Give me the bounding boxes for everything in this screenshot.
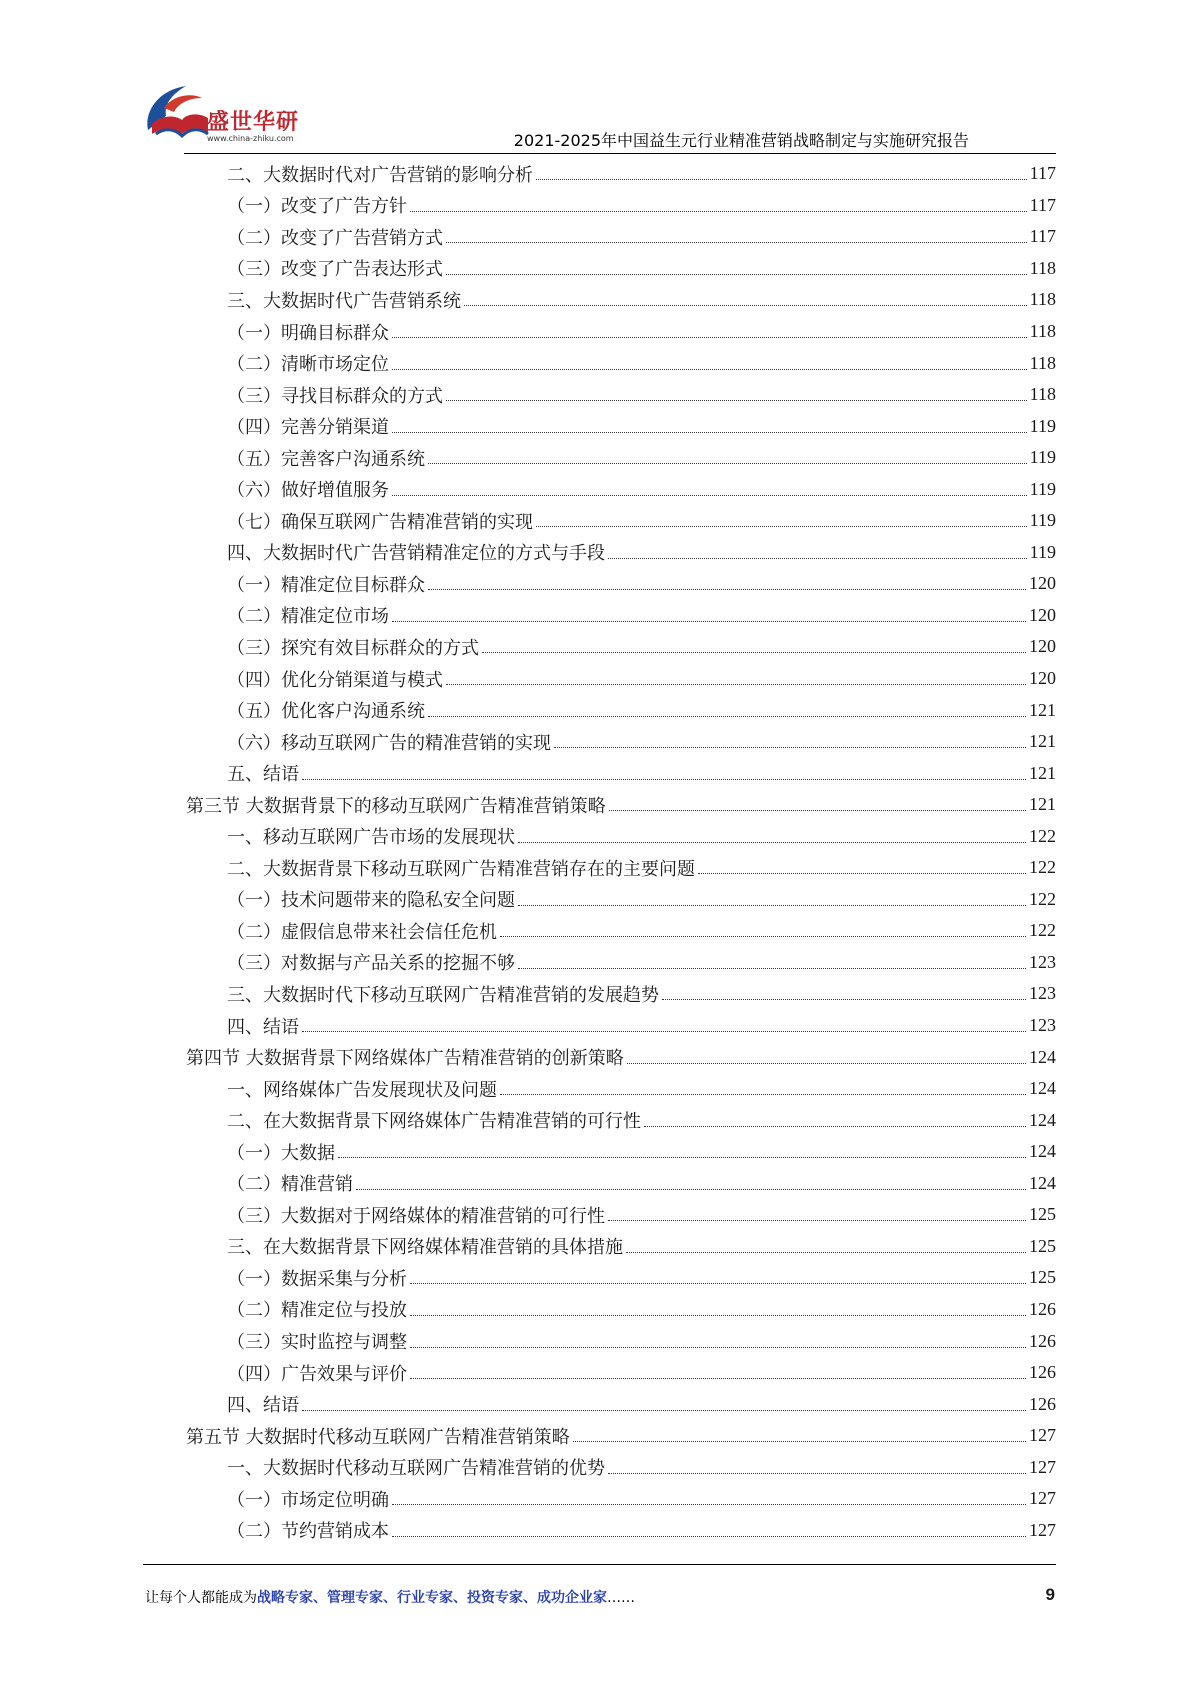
toc-leader-dots: [428, 589, 1026, 590]
toc-entry[interactable]: [184, 568, 1056, 600]
toc-entry-page: 119: [1029, 510, 1056, 531]
toc-leader-dots: [626, 1252, 1026, 1253]
toc-entry-label: （二）精准定位市场: [227, 606, 389, 628]
toc-entry-page: 121: [1029, 794, 1056, 815]
toc-entry-page: 126: [1029, 1362, 1056, 1383]
toc-leader-dots: [609, 810, 1026, 811]
toc-entry-label: （五）完善客户沟通系统: [227, 448, 425, 470]
toc-entry-label: （一）精准定位目标群众: [227, 574, 425, 596]
toc-entry[interactable]: [184, 410, 1056, 442]
toc-entry-page: 118: [1029, 352, 1056, 373]
toc-leader-dots: [536, 179, 1027, 180]
toc-entry-page: 126: [1029, 1298, 1056, 1319]
toc-entry-label: （五）优化客户沟通系统: [227, 701, 425, 723]
toc-leader-dots: [392, 337, 1027, 338]
toc-leader-dots: [573, 1441, 1026, 1442]
toc-entry-label: 第五节 大数据时代移动互联网广告精准营销策略: [186, 1426, 570, 1448]
toc-entry-label: 二、大数据时代对广告营销的影响分析: [227, 164, 533, 186]
toc-entry-page: 124: [1029, 1172, 1056, 1193]
toc-entry[interactable]: [184, 347, 1056, 379]
toc-entry-page: 122: [1029, 857, 1056, 878]
toc-entry-label: 三、在大数据背景下网络媒体精准营销的具体措施: [227, 1237, 623, 1259]
toc-leader-dots: [698, 873, 1026, 874]
toc-leader-dots: [428, 463, 1027, 464]
toc-leader-dots: [302, 779, 1026, 780]
toc-entry-page: 121: [1029, 699, 1056, 720]
slogan-highlight: 战略专家、管理专家、行业专家、投资专家、成功企业家: [257, 1590, 607, 1606]
toc-entry-page: 119: [1029, 415, 1056, 436]
toc-entry[interactable]: [184, 284, 1056, 316]
toc-leader-dots: [608, 1473, 1026, 1474]
toc-entry-label: （一）市场定位明确: [227, 1489, 389, 1511]
toc-entry-label: 五、结语: [227, 764, 299, 786]
toc-entry[interactable]: [184, 694, 1056, 726]
toc-leader-dots: [464, 305, 1027, 306]
toc-entry-label: （三）大数据对于网络媒体的精准营销的可行性: [227, 1205, 605, 1227]
toc-entry-page: 119: [1029, 447, 1056, 468]
toc-entry[interactable]: [184, 1451, 1056, 1483]
toc-entry-label: （一）技术问题带来的隐私安全问题: [227, 890, 515, 912]
toc-leader-dots: [446, 274, 1027, 275]
toc-entry-page: 125: [1029, 1235, 1056, 1256]
toc-entry[interactable]: [184, 1073, 1056, 1105]
toc-leader-dots: [392, 621, 1026, 622]
toc-entry-label: 二、在大数据背景下网络媒体广告精准营销的可行性: [227, 1111, 641, 1133]
toc-entry[interactable]: [184, 190, 1056, 222]
toc-leader-dots: [302, 1410, 1026, 1411]
toc-entry-label: 四、结语: [227, 1395, 299, 1417]
toc-entry[interactable]: [184, 1041, 1056, 1073]
toc-entry[interactable]: [184, 757, 1056, 789]
toc-entry-label: （二）节约营销成本: [227, 1521, 389, 1543]
toc-entry-label: （一）明确目标群众: [227, 322, 389, 344]
toc-entry-page: 127: [1029, 1425, 1056, 1446]
toc-entry-page: 120: [1029, 573, 1056, 594]
toc-entry-page: 126: [1029, 1330, 1056, 1351]
toc-leader-dots: [608, 558, 1027, 559]
toc-leader-dots: [392, 495, 1027, 496]
toc-entry-label: （二）虚假信息带来社会信任危机: [227, 921, 497, 943]
toc-entry-page: 127: [1029, 1488, 1056, 1509]
toc-leader-dots: [446, 242, 1027, 243]
toc-entry-label: （四）广告效果与评价: [227, 1363, 407, 1385]
toc-entry[interactable]: [184, 915, 1056, 947]
toc-entry[interactable]: [184, 1262, 1056, 1294]
toc-leader-dots: [518, 968, 1026, 969]
toc-leader-dots: [392, 1504, 1026, 1505]
toc-entry[interactable]: [184, 316, 1056, 348]
toc-entry-page: 124: [1029, 1109, 1056, 1130]
toc-entry[interactable]: [184, 1515, 1056, 1547]
toc-entry[interactable]: [184, 978, 1056, 1010]
toc-entry-page: 125: [1029, 1204, 1056, 1225]
toc-entry-label: 三、大数据时代下移动互联网广告精准营销的发展趋势: [227, 984, 659, 1006]
toc-entry-page: 127: [1029, 1456, 1056, 1477]
toc-entry-label: （三）探究有效目标群众的方式: [227, 637, 479, 659]
toc-leader-dots: [392, 1536, 1026, 1537]
toc-entry[interactable]: [184, 1420, 1056, 1452]
toc-leader-dots: [410, 1315, 1026, 1316]
toc-entry[interactable]: [184, 852, 1056, 884]
toc-entry-page: 118: [1029, 384, 1056, 405]
toc-entry-page: 117: [1029, 163, 1056, 184]
toc-entry-label: 第四节 大数据背景下网络媒体广告精准营销的创新策略: [186, 1048, 624, 1070]
toc-leader-dots: [410, 1378, 1026, 1379]
toc-entry[interactable]: [184, 789, 1056, 821]
toc-entry[interactable]: [184, 631, 1056, 663]
header-divider: [184, 153, 1056, 154]
toc-leader-dots: [338, 1157, 1026, 1158]
toc-entry-page: 118: [1029, 289, 1056, 310]
toc-entry-page: 123: [1029, 951, 1056, 972]
toc-entry-label: （六）移动互联网广告的精准营销的实现: [227, 732, 551, 754]
toc-leader-dots: [536, 526, 1027, 527]
toc-leader-dots: [356, 1189, 1026, 1190]
toc-entry-label: 一、网络媒体广告发展现状及问题: [227, 1079, 497, 1101]
toc-leader-dots: [500, 1094, 1026, 1095]
toc-entry-label: （二）精准营销: [227, 1174, 353, 1196]
toc-entry[interactable]: [184, 884, 1056, 916]
toc-entry-page: 124: [1029, 1078, 1056, 1099]
toc-leader-dots: [446, 684, 1026, 685]
toc-entry-label: 四、结语: [227, 1016, 299, 1038]
document-title: 2021-2025年中国益生元行业精准营销战略制定与实施研究报告: [513, 131, 969, 150]
toc-entry-page: 123: [1029, 1015, 1056, 1036]
toc-entry-page: 125: [1029, 1267, 1056, 1288]
toc-entry[interactable]: [184, 1231, 1056, 1263]
toc-leader-dots: [518, 842, 1026, 843]
toc-entry[interactable]: [184, 820, 1056, 852]
toc-entry-page: 121: [1029, 731, 1056, 752]
toc-entry[interactable]: [184, 473, 1056, 505]
toc-entry-page: 122: [1029, 888, 1056, 909]
toc-entry-label: （七）确保互联网广告精准营销的实现: [227, 511, 533, 533]
toc-entry-page: 119: [1029, 478, 1056, 499]
toc-entry-page: 120: [1029, 636, 1056, 657]
toc-leader-dots: [608, 1220, 1026, 1221]
toc-entry[interactable]: [184, 253, 1056, 285]
toc-leader-dots: [500, 936, 1026, 937]
toc-entry-label: （三）对数据与产品关系的挖掘不够: [227, 953, 515, 975]
toc-entry-label: 四、大数据时代广告营销精准定位的方式与手段: [227, 543, 605, 565]
toc-entry[interactable]: [184, 442, 1056, 474]
toc-leader-dots: [410, 211, 1027, 212]
toc-entry-page: 118: [1029, 257, 1056, 278]
toc-entry[interactable]: [184, 1104, 1056, 1136]
toc-entry-label: （三）寻找目标群众的方式: [227, 385, 443, 407]
toc-entry[interactable]: [184, 1168, 1056, 1200]
toc-entry-label: （六）做好增值服务: [227, 480, 389, 502]
toc-entry-page: 124: [1029, 1046, 1056, 1067]
page-number: 9: [1045, 1585, 1055, 1604]
toc-leader-dots: [410, 1347, 1026, 1348]
toc-entry[interactable]: [184, 1010, 1056, 1042]
toc-leader-dots: [428, 716, 1026, 717]
toc-entry[interactable]: [184, 1294, 1056, 1326]
toc-entry-label: （一）改变了广告方针: [227, 196, 407, 218]
toc-entry-page: 120: [1029, 604, 1056, 625]
toc-entry-page: 119: [1029, 541, 1056, 562]
slogan-prefix: 让每个人都能成为: [145, 1590, 257, 1606]
toc-entry-label: 一、大数据时代移动互联网广告精准营销的优势: [227, 1458, 605, 1480]
toc-leader-dots: [662, 999, 1026, 1000]
toc-entry[interactable]: [184, 1483, 1056, 1515]
toc-leader-dots: [644, 1126, 1026, 1127]
toc-leader-dots: [302, 1031, 1026, 1032]
toc-entry[interactable]: [184, 1136, 1056, 1168]
toc-entry-page: 117: [1029, 194, 1056, 215]
footer-slogan: [145, 1587, 635, 1607]
table-of-contents: [184, 158, 1056, 1546]
toc-entry-page: 123: [1029, 983, 1056, 1004]
footer-divider: [143, 1564, 1056, 1565]
toc-entry-label: （二）改变了广告营销方式: [227, 227, 443, 249]
toc-entry[interactable]: [184, 158, 1056, 190]
toc-leader-dots: [392, 432, 1027, 433]
toc-entry-label: （一）大数据: [227, 1142, 335, 1164]
toc-entry-page: 117: [1029, 226, 1056, 247]
toc-leader-dots: [554, 747, 1026, 748]
toc-entry-label: 一、移动互联网广告市场的发展现状: [227, 827, 515, 849]
toc-entry[interactable]: [184, 947, 1056, 979]
toc-entry[interactable]: [184, 379, 1056, 411]
toc-entry-label: （三）改变了广告表达形式: [227, 259, 443, 281]
toc-entry-page: 120: [1029, 668, 1056, 689]
toc-entry-page: 122: [1029, 920, 1056, 941]
toc-entry-label: （一）数据采集与分析: [227, 1268, 407, 1290]
logo-url: www.china-zhiku.com: [207, 134, 294, 143]
toc-entry-page: 118: [1029, 321, 1056, 341]
toc-entry-label: （二）清晰市场定位: [227, 354, 389, 376]
toc-leader-dots: [518, 905, 1026, 906]
toc-leader-dots: [410, 1283, 1026, 1284]
toc-entry[interactable]: [184, 1388, 1056, 1420]
toc-entry-label: 三、大数据时代广告营销系统: [227, 290, 461, 312]
toc-entry-page: 126: [1029, 1393, 1056, 1414]
toc-entry-label: 第三节 大数据背景下的移动互联网广告精准营销策略: [186, 795, 606, 817]
toc-entry-label: 二、大数据背景下移动互联网广告精准营销存在的主要问题: [227, 858, 695, 880]
toc-entry[interactable]: [184, 505, 1056, 537]
toc-leader-dots: [392, 369, 1027, 370]
toc-entry-label: （二）精准定位与投放: [227, 1300, 407, 1322]
toc-entry-page: 127: [1029, 1519, 1056, 1540]
toc-entry[interactable]: [184, 1325, 1056, 1357]
toc-leader-dots: [627, 1063, 1026, 1064]
logo-text: 盛世华研: [207, 110, 300, 135]
toc-entry[interactable]: [184, 221, 1056, 253]
toc-leader-dots: [446, 400, 1027, 401]
toc-leader-dots: [482, 652, 1026, 653]
toc-entry[interactable]: [184, 663, 1056, 695]
slogan-suffix: ……: [607, 1590, 635, 1606]
toc-entry-label: （三）实时监控与调整: [227, 1332, 407, 1353]
toc-entry[interactable]: [184, 537, 1056, 569]
toc-entry-page: 122: [1029, 825, 1056, 846]
toc-entry[interactable]: [184, 726, 1056, 758]
toc-entry-page: 124: [1029, 1141, 1056, 1162]
toc-entry[interactable]: [184, 1357, 1056, 1389]
toc-entry[interactable]: [184, 600, 1056, 632]
toc-entry-label: （四）完善分销渠道: [227, 417, 389, 439]
toc-entry-page: 121: [1029, 762, 1056, 783]
toc-entry[interactable]: [184, 1199, 1056, 1231]
toc-entry-label: （四）优化分销渠道与模式: [227, 669, 443, 691]
